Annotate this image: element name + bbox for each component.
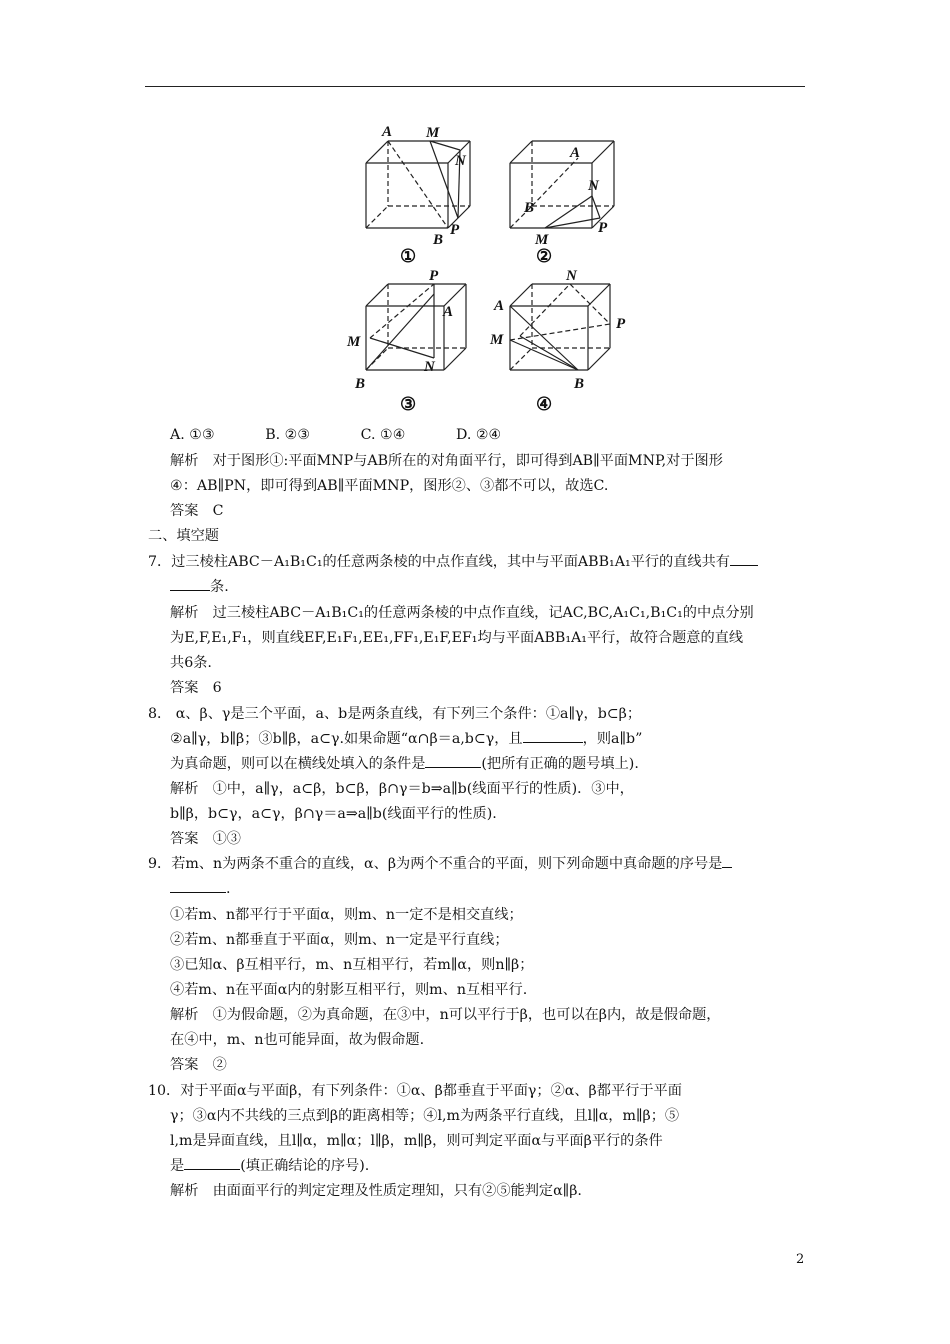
caption-1: ① xyxy=(400,246,417,266)
q9-answer: 答案 ② xyxy=(170,1057,227,1073)
q9-item: ③已知α、β互相平行，m、n互相平行，若m∥α，则n∥β； xyxy=(170,957,534,973)
q10-line: 10．对于平面α与平面β，有下列条件：①α、β都垂直于平面γ；②α、β都平行于平面 xyxy=(148,1083,682,1099)
q6-analysis-line: 解析 对于图形①:平面MNP与AB所在的对角面平行，即可得到AB∥平面MNP,对于图形 xyxy=(170,453,723,469)
q9-line xyxy=(170,880,231,898)
q9-blank-start xyxy=(722,855,732,868)
q7-text: 7．过三棱柱ABC－A₁B₁C₁的任意两条棱的中点作直线，其中与平面ABB₁A₁平行的直线共有 xyxy=(148,554,730,570)
q7-blank-end xyxy=(170,578,210,591)
fig3-label-a: A xyxy=(443,304,454,320)
fig1-label-b: B xyxy=(433,232,444,248)
figure-3 xyxy=(346,268,466,414)
q8-text: (把所有正确的题号填上). xyxy=(481,756,639,772)
q7-analysis-line: 共6条. xyxy=(170,655,212,671)
fig1-label-p: P xyxy=(450,222,460,238)
fig1-label-n: N xyxy=(455,153,466,169)
q8-line xyxy=(170,730,642,748)
q8-line xyxy=(170,755,639,773)
caption-3: ③ xyxy=(400,394,417,414)
q7-line xyxy=(170,578,229,596)
q10-line: l,m是异面直线，且l∥α，m∥α；l∥β，m∥β，则可判定平面α与平面β平行的条件 xyxy=(170,1133,663,1149)
page-number: 2 xyxy=(796,1252,805,1267)
figure-4 xyxy=(489,268,626,414)
q10-analysis-line: 解析 由面面平行的判定定理及性质定理知，只有②⑤能判定α∥β. xyxy=(170,1183,582,1199)
q10-line: γ；③α内不共线的三点到β的距离相等；④l,m为两条平行直线，且l∥α，m∥β；⑤ xyxy=(170,1108,680,1124)
q9-text: . xyxy=(226,881,231,897)
fig2-label-m: M xyxy=(535,232,549,248)
q8-text: 为真命题，则可以在横线处填入的条件是 xyxy=(170,756,426,772)
q9-analysis-line: 在④中，m、n也可能异面，故为假命题. xyxy=(170,1032,425,1048)
fig4-label-b: B xyxy=(574,376,585,392)
fig2-label-a: A xyxy=(570,145,581,161)
option-b: B. ②③ xyxy=(265,427,311,443)
section-title: 二、填空题 xyxy=(148,528,219,544)
fig3-label-b: B xyxy=(355,376,366,392)
figure-1 xyxy=(366,124,470,266)
option-a: A. ①③ xyxy=(170,427,215,443)
q10-line xyxy=(170,1157,369,1175)
q6-answer: 答案 C xyxy=(170,503,224,519)
option-c: C. ①④ xyxy=(360,427,406,443)
fig1-label-a: A xyxy=(382,124,393,140)
fig4-label-m: M xyxy=(490,332,504,348)
caption-4: ④ xyxy=(536,394,553,414)
fig4-label-p: P xyxy=(616,316,626,332)
fig2-label-p: P xyxy=(598,220,608,236)
q8-analysis-line: 解析 ①中，a∥γ，a⊂β，b⊂β，β∩γ＝b⇒a∥b(线面平行的性质)．③中， xyxy=(170,781,634,797)
q9-blank-end xyxy=(170,880,226,893)
q10-text: (填正确结论的序号). xyxy=(240,1158,370,1174)
q8-text: ②a∥γ，b∥β；③b∥β，a⊂γ.如果命题“α∩β＝a,b⊂γ，且 xyxy=(170,731,523,747)
q10-blank xyxy=(184,1157,240,1170)
fig1-label-m: M xyxy=(426,125,440,141)
fig4-label-n: N xyxy=(566,268,577,284)
cube-figures xyxy=(330,118,650,418)
q9-item: ②若m、n都垂直于平面α，则m、n一定是平行直线； xyxy=(170,932,509,948)
q7-analysis-line: 为E,F,E₁,F₁，则直线EF,E₁F₁,EE₁,FF₁,E₁F,EF₁均与平面ABB₁A₁平行，故符合题意的直线 xyxy=(170,630,744,646)
fig2-label-b: B xyxy=(524,200,535,216)
fig4-label-a: A xyxy=(494,298,505,314)
q9-text: 9．若m、n为两条不重合的直线，α、β为两个不重合的平面，则下列命题中真命题的序号是 xyxy=(148,856,723,872)
fig2-label-n: N xyxy=(588,178,599,194)
q7-analysis-line: 解析 过三棱柱ABC－A₁B₁C₁的任意两条棱的中点作直线，记AC,BC,A₁C₁,B₁C₁的中点分别 xyxy=(170,605,754,621)
q9-line xyxy=(148,855,732,873)
q8-blank xyxy=(523,730,583,743)
q7-blank-start xyxy=(730,553,758,566)
option-d: D. ②④ xyxy=(455,427,502,443)
q8-text: ，则a∥b” xyxy=(582,731,643,747)
q8-blank xyxy=(425,755,481,768)
q7-line xyxy=(148,553,758,571)
q9-item: ④若m、n在平面α内的射影互相平行，则m、n互相平行. xyxy=(170,982,528,998)
q6-analysis-line: ④：AB∥PN，即可得到AB∥平面MNP，图形②、③都不可以，故选C. xyxy=(170,478,609,494)
q7-answer: 答案 6 xyxy=(170,680,222,696)
q6-options xyxy=(170,426,501,444)
fig3-label-n: N xyxy=(424,359,435,375)
q8-answer: 答案 ①③ xyxy=(170,831,241,847)
q8-line: 8． α、β、γ是三个平面，a、b是两条直线，有下列三个条件：①a∥γ，b⊂β； xyxy=(148,706,642,722)
fig3-label-m: M xyxy=(347,334,361,350)
header-rule xyxy=(145,86,805,87)
fig3-label-p: P xyxy=(429,268,439,284)
q9-item: ①若m、n都平行于平面α，则m、n一定不是相交直线； xyxy=(170,907,523,923)
figure-2 xyxy=(510,141,614,266)
q8-analysis-line: b∥β，b⊂γ，a⊂γ，β∩γ＝a⇒a∥b(线面平行的性质). xyxy=(170,806,497,822)
q9-analysis-line: 解析 ①为假命题，②为真命题，在③中，n可以平行于β，也可以在β内，故是假命题， xyxy=(170,1007,721,1023)
caption-2: ② xyxy=(536,246,553,266)
q10-text: 是 xyxy=(170,1158,185,1174)
q7-text: 条. xyxy=(210,579,229,595)
